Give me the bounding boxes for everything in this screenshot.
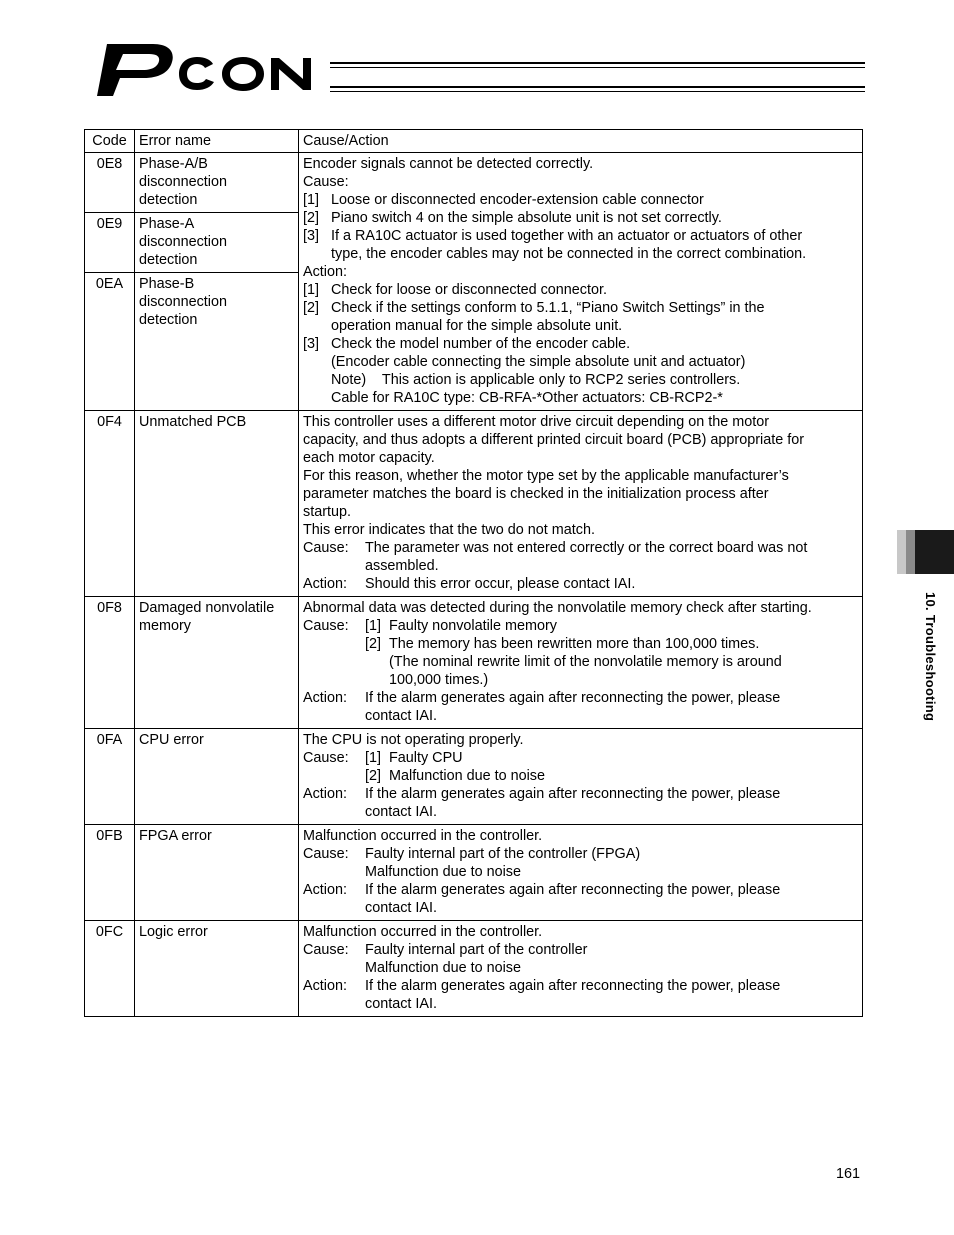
logo-text: PCON xyxy=(95,40,98,41)
error-name: Unmatched PCB xyxy=(135,411,299,597)
header-cause-action: Cause/Action xyxy=(299,130,863,153)
error-code: 0F8 xyxy=(85,597,135,729)
cause-action: This controller uses a different motor drive circuit depending on the motor capacity, and thus adopts a different printed circuit board (PCB) appropriate for each motor capacity. For this reason, whether the motor type set by the applicable manufacturer’s parameter matches the board is checked in the initialization process after startup. This error indicates that the two do not match. Cause: The parameter was not entered correctly or the correct board was not assembled. Action: Should this error occur, please contact IAI. xyxy=(299,411,863,597)
error-code: 0FB xyxy=(85,825,135,921)
page-number: 161 xyxy=(836,1166,861,1182)
error-code: 0F4 xyxy=(85,411,135,597)
chapter-tab-marker xyxy=(897,530,954,574)
error-code: 0E9 xyxy=(85,213,135,273)
error-code: 0EA xyxy=(85,273,135,411)
cause-action: Malfunction occurred in the controller. Cause: Faulty internal part of the controller (FPGA) Malfunction due to noise Action: If the alarm generates again after reconnecting the power, please contact IAI. xyxy=(299,825,863,921)
table-row xyxy=(85,153,863,213)
error-code: 0FC xyxy=(85,921,135,1017)
table-row xyxy=(85,411,863,597)
error-name: Logic error xyxy=(135,921,299,1017)
error-name: Phase-A/B disconnection detection xyxy=(135,153,299,213)
header-rule xyxy=(330,60,865,94)
error-name: CPU error xyxy=(135,729,299,825)
error-name: Phase-B disconnection detection xyxy=(135,273,299,411)
header-error-name: Error name xyxy=(135,130,299,153)
error-name: Damaged nonvolatile memory xyxy=(135,597,299,729)
table-row xyxy=(85,729,863,825)
error-code: 0E8 xyxy=(85,153,135,213)
table-row xyxy=(85,597,863,729)
error-name: Phase-A disconnection detection xyxy=(135,213,299,273)
table-row xyxy=(85,825,863,921)
header-code: Code xyxy=(85,130,135,153)
table-row xyxy=(85,921,863,1017)
table-header-row xyxy=(85,130,863,153)
error-name: FPGA error xyxy=(135,825,299,921)
pcon-logo xyxy=(95,40,330,98)
error-code: 0FA xyxy=(85,729,135,825)
chapter-label: 10. Troubleshooting xyxy=(923,592,938,722)
cause-action: The CPU is not operating properly. Cause: [1] Faulty CPU [2] Malfunction due to noise Action: If the alarm generates again after reconnecting the power, please contact IAI. xyxy=(299,729,863,825)
cause-action: Encoder signals cannot be detected correctly. Cause: [1] Loose or disconnected encoder-extension cable connector [2] Piano switch 4 on the simple absolute unit is not set correctly. [3] If a RA10C actuator is used together with an actuator or actuators of other type, the encoder cables may not be connected in the correct combination. Action: [1] Check for loose or disconnected connector. [2] Check if the settings conform to 5.1.1, “Piano Switch Settings” in the operation manual for the simple absolute unit. [3] Check the model number of the encoder cable. (Encoder cable connecting the simple absolute unit and actuator) Note) This action is applicable only to RCP2 series controllers. Cable for RA10C type: CB-RFA-*Other actuators: CB-RCP2-* xyxy=(299,153,863,411)
alarm-table xyxy=(84,129,863,1017)
cause-action: Malfunction occurred in the controller. Cause: Faulty internal part of the controller Malfunction due to noise Action: If the alarm generates again after reconnecting the power, please contact IAI. xyxy=(299,921,863,1017)
cause-action: Abnormal data was detected during the nonvolatile memory check after starting. Cause: [1] Faulty nonvolatile memory [2] The memory has been rewritten more than 100,000 times. (The nominal rewrite limit of the nonvolatile memory is around 100,000 times.) Action: If the alarm generates again after reconnecting the power, please contact IAI. xyxy=(299,597,863,729)
